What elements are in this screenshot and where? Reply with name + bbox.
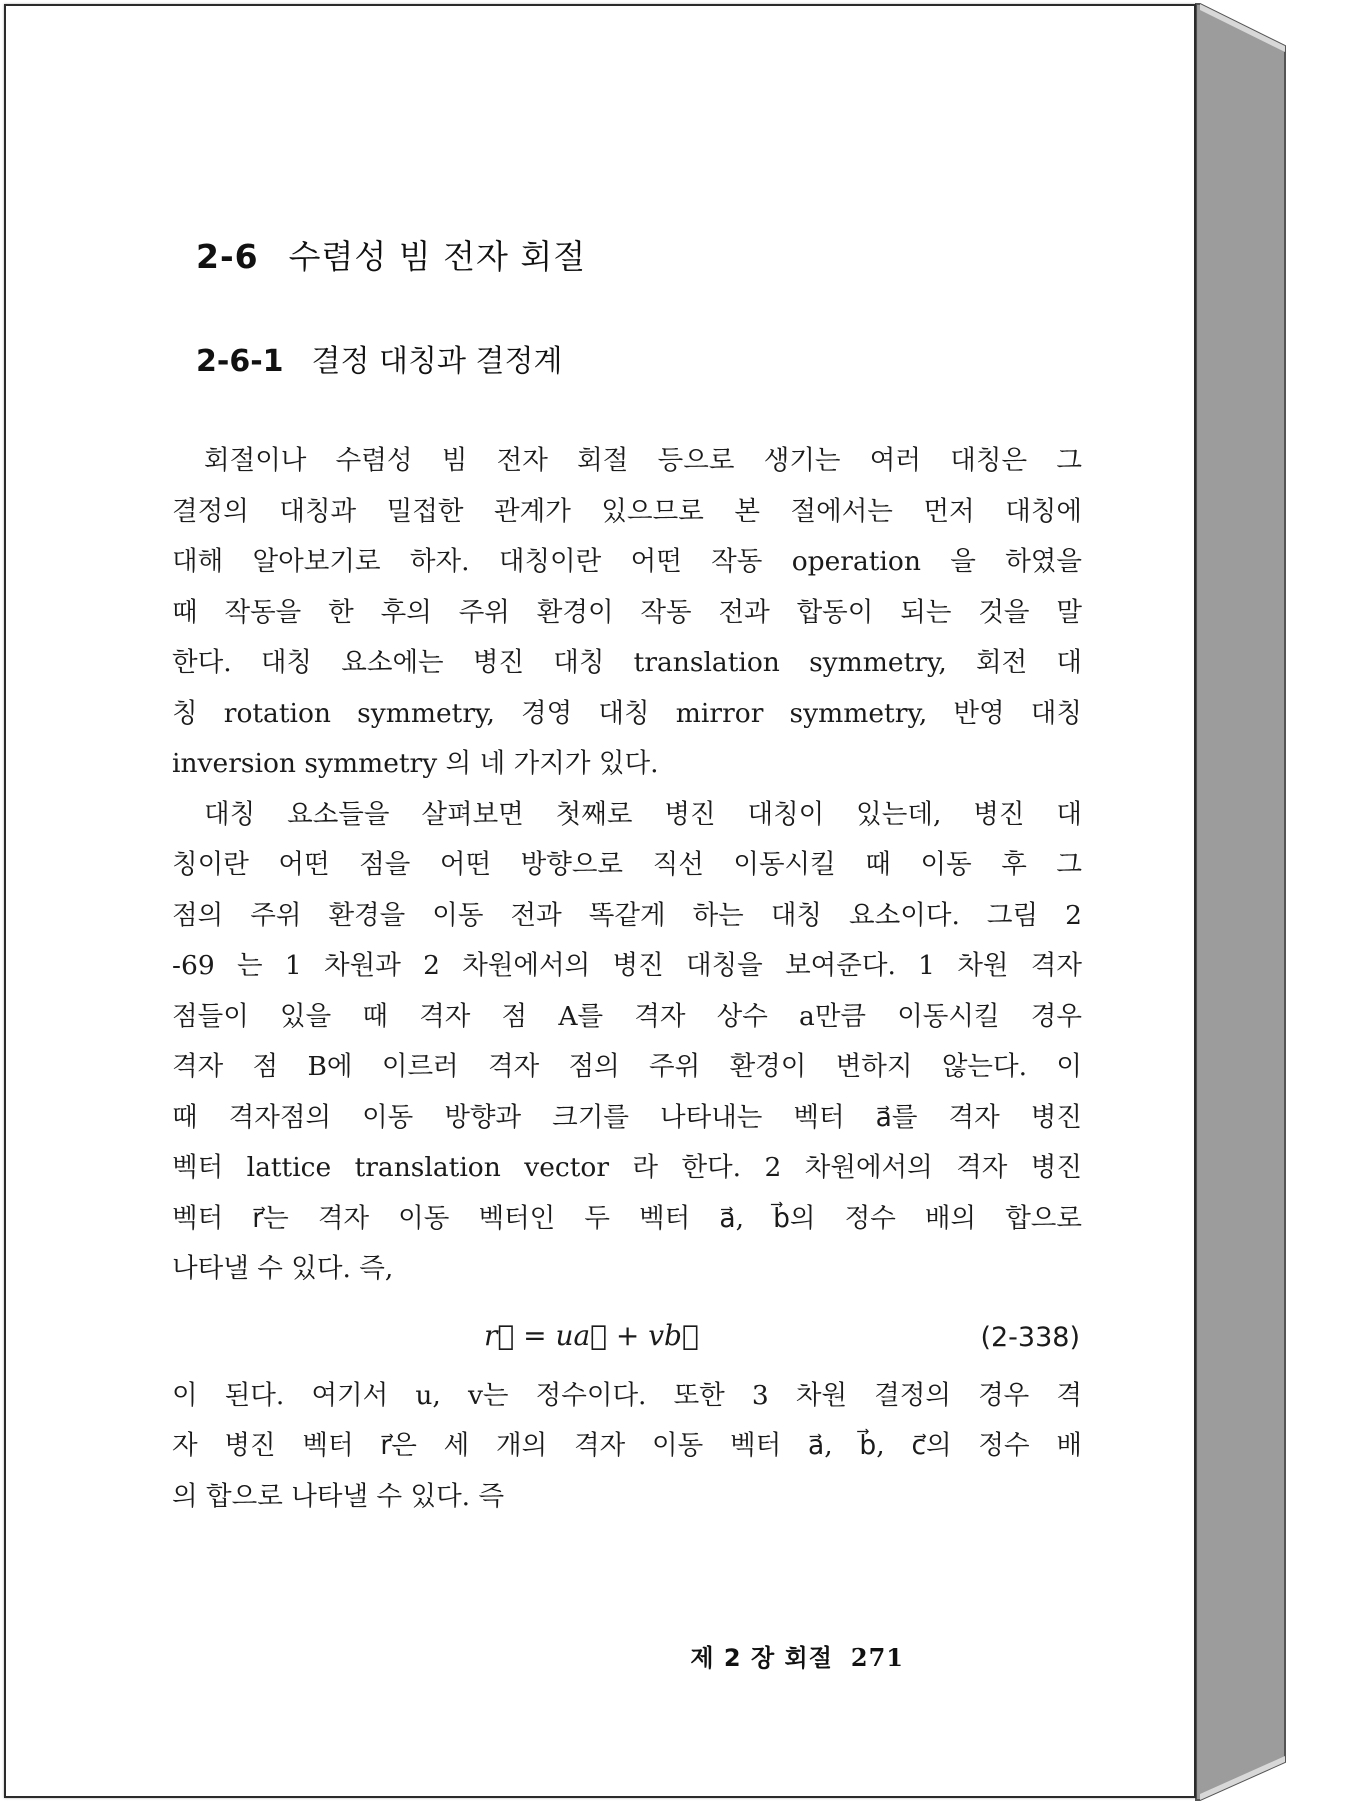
- page-footer: [690, 1638, 904, 1673]
- text-line: 의 합으로 나타낼 수 있다. 즉: [172, 1480, 505, 1512]
- equation-number: (2-338): [980, 1321, 1080, 1353]
- text-line: 때 격자점의 이동 방향과 크기를 나타내는 벡터 a⃗를 격자 병진: [172, 1101, 1082, 1133]
- text-line: 회절이나 수렴성 빔 전자 회절 등으로 생기는 여러 대칭은 그: [204, 445, 1082, 476]
- subsection-title: 결정 대칭과 결정계: [311, 344, 563, 379]
- text-line: 이 된다. 여기서 u, v는 정수이다. 또한 3 차원 결정의 경우 격: [172, 1379, 1082, 1411]
- text-line: -69 는 1 차원과 2 차원에서의 병진 대칭을 보여준다. 1 차원 격자: [172, 950, 1082, 981]
- text-line: 결정의 대칭과 밀접한 관계가 있으므로 본 절에서는 먼저 대칭에: [172, 495, 1082, 527]
- text-line: 점의 주위 환경을 이동 전과 똑같게 하는 대칭 요소이다. 그림 2: [172, 899, 1082, 931]
- section-heading: [196, 231, 586, 278]
- body-text: [172, 436, 1082, 1522]
- text-line: 점들이 있을 때 격자 점 A를 격자 상수 a만큼 이동시킬 경우: [172, 1000, 1082, 1032]
- text-line: inversion symmetry 의 네 가지가 있다.: [172, 748, 659, 779]
- equation-block: [172, 1301, 1082, 1371]
- text-line: 때 작동을 한 후의 주위 환경이 작동 전과 합동이 되는 것을 말: [172, 596, 1082, 628]
- text-line: 벡터 lattice translation vector 라 한다. 2 차원에서의 격자 병진: [172, 1152, 1082, 1183]
- section-title: 수렴성 빔 전자 회절: [288, 237, 587, 276]
- text-line: 칭이란 어떤 점을 어떤 방향으로 직선 이동시킬 때 이동 후 그: [172, 849, 1082, 880]
- chapter-label: 제 2 장 회절: [690, 1644, 833, 1672]
- text-line: 자 병진 벡터 r⃗은 세 개의 격자 이동 벡터 a⃗, b⃗, c⃗의 정수 배: [172, 1430, 1082, 1461]
- text-line: 격자 점 B에 이르러 격자 점의 주위 환경이 변하지 않는다. 이: [172, 1051, 1082, 1082]
- text-line: 대칭 요소들을 살펴보면 첫째로 병진 대칭이 있는데, 병진 대: [204, 798, 1082, 830]
- text-line: 대해 알아보기로 하자. 대칭이란 어떤 작동 operation 을 하였을: [172, 546, 1082, 577]
- paragraph-2: [172, 790, 1082, 1295]
- paragraph-1: [172, 436, 1082, 790]
- book-page: [4, 4, 1196, 1798]
- text-line: 칭 rotation symmetry, 경영 대칭 mirror symmetry, 반영 대칭: [172, 697, 1082, 729]
- text-line: 벡터 r⃗는 격자 이동 벡터인 두 벡터 a⃗, b⃗의 정수 배의 합으로: [172, 1202, 1082, 1234]
- subsection-number: 2-6-1: [196, 344, 284, 379]
- equation-expression: r⃗ = ua⃗ + vb⃗: [484, 1318, 699, 1352]
- paragraph-3: [172, 1371, 1082, 1523]
- text-line: 나타낼 수 있다. 즉,: [172, 1253, 394, 1284]
- subsection-heading: [196, 336, 562, 380]
- page-number: 271: [850, 1643, 904, 1672]
- text-line: 한다. 대칭 요소에는 병진 대칭 translation symmetry, 회전 대: [172, 647, 1082, 678]
- section-number: 2-6: [196, 237, 259, 276]
